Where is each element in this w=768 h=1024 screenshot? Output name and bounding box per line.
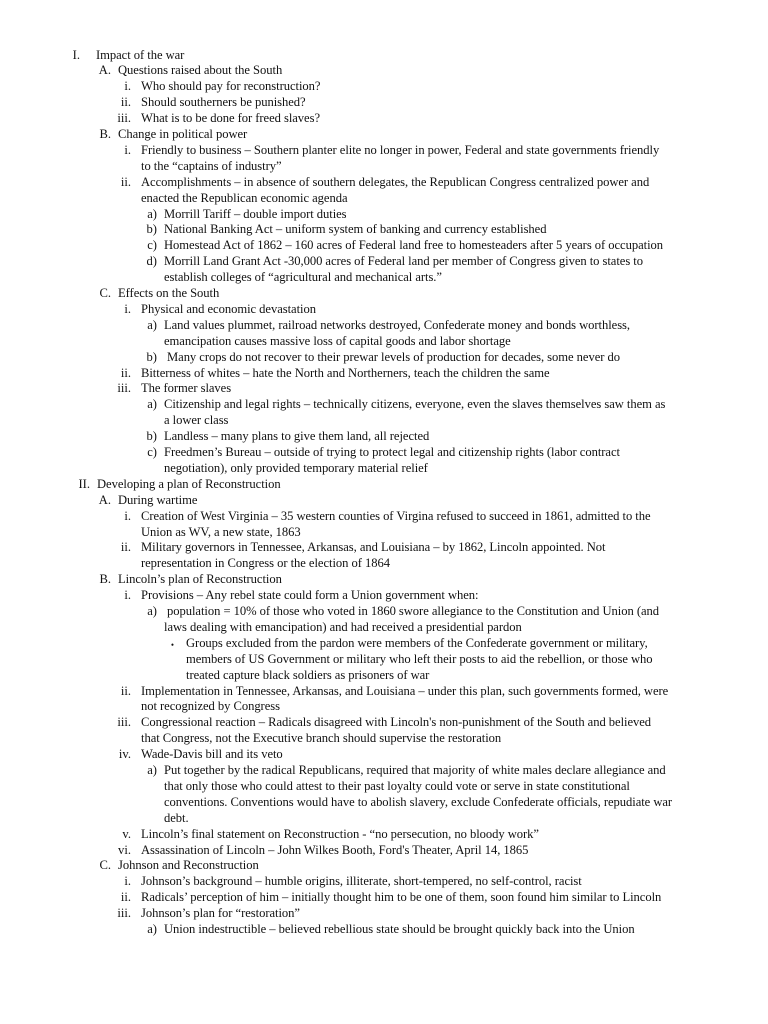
outline-item-text: Implementation in Tennessee, Arkansas, and Louisiana – under this plan, such governments formed, were xyxy=(141,683,669,698)
outline-marker: C. xyxy=(99,858,111,873)
outline-marker: iv. xyxy=(118,747,131,762)
outline-item-text: Johnson’s plan for “restoration” xyxy=(141,906,300,921)
outline-item-text: Homestead Act of 1862 – 160 acres of Federal land free to homesteaders after 5 years of occupation xyxy=(164,238,664,253)
outline-marker: iii. xyxy=(117,906,131,921)
outline-marker: c) xyxy=(147,445,157,459)
outline-marker: ii. xyxy=(120,890,131,905)
outline-item-text: Johnson’s background – humble origins, illiterate, short-tempered, no self-control, racist xyxy=(141,874,582,889)
outline-marker: b) xyxy=(146,222,157,237)
outline-continuation-text: treated capture black soldiers as prisoners of war xyxy=(186,667,430,682)
outline-continuation-text: emancipation causes massive loss of capital goods and labor shortage xyxy=(164,333,511,348)
outline-marker: B. xyxy=(99,127,111,141)
outline-marker: i. xyxy=(124,79,131,94)
outline-continuation-text: that only those who could attest to their past loyalty could vote or serve in state constitutional xyxy=(164,778,630,793)
outline-marker: ii. xyxy=(120,365,131,380)
outline-item-text: The former slaves xyxy=(141,381,232,396)
outline-continuation-text: Union as WV, a new state, 1863 xyxy=(141,524,301,539)
outline-continuation-text: that Congress, not the Executive branch should supervise the restoration xyxy=(141,731,502,746)
outline-item-text: Assassination of Lincoln – John Wilkes Booth, Ford's Theater, April 14, 1865 xyxy=(141,842,529,857)
outline-item-text: Radicals’ perception of him – initially thought him to be one of them, soon found him similar to Lincoln xyxy=(141,890,662,905)
outline-marker: iii. xyxy=(117,715,131,730)
outline-marker: i. xyxy=(124,588,131,603)
outline-continuation-text: laws dealing with emancipation) and had received a presidential pardon xyxy=(164,619,522,634)
outline-marker: iii. xyxy=(117,381,131,396)
outline-marker: i. xyxy=(124,142,131,157)
outline-marker: a) xyxy=(147,604,157,618)
outline-item-text: Wade-Davis bill and its veto xyxy=(141,747,283,762)
outline-marker: A. xyxy=(98,492,111,507)
outline-item-text: Change in political power xyxy=(118,127,248,141)
outline-marker: ii. xyxy=(120,683,131,698)
outline-item-text: Military governors in Tennessee, Arkansas, and Louisiana – by 1862, Lincoln appointed. Not xyxy=(141,540,606,555)
outline-marker: v. xyxy=(122,826,131,841)
outline-item-text: Should southerners be punished? xyxy=(141,95,306,110)
outline-item-text: Morrill Land Grant Act -30,000 acres of Federal land per member of Congress given to states to xyxy=(164,254,643,269)
outline-item-text: Put together by the radical Republicans, required that majority of white males declare allegiance and xyxy=(164,763,666,777)
outline-item-text: Friendly to business – Southern planter elite no longer in power, Federal and state governments friendly xyxy=(141,142,660,157)
outline-item-text: Groups excluded from the pardon were members of the Confederate government or military, xyxy=(186,635,648,650)
outline-item-text: National Banking Act – uniform system of banking and currency established xyxy=(164,222,547,237)
outline-marker: a) xyxy=(147,397,157,412)
outline-item-text: Congressional reaction – Radicals disagreed with Lincoln's non-punishment of the South and believed xyxy=(141,715,652,730)
outline-marker: a) xyxy=(147,317,157,332)
outline-item-text: Johnson and Reconstruction xyxy=(118,858,259,873)
outline-continuation-text: enacted the Republican economic agenda xyxy=(141,190,348,205)
outline-continuation-text: conventions. Conventions would have to abolish slavery, exclude Confederate officials, repudiate war xyxy=(164,794,673,809)
outline-item-text: Creation of West Virginia – 35 western counties of Virgina refused to succeed in 1861, admitted to the xyxy=(141,508,651,523)
outline-item-text: Effects on the South xyxy=(118,286,220,300)
outline-marker: I. xyxy=(72,47,80,62)
outline-item-text: Lincoln’s plan of Reconstruction xyxy=(118,572,282,587)
outline-marker: b) xyxy=(146,349,157,364)
outline-marker: C. xyxy=(99,286,111,300)
outline-item-text: Union indestructible – believed rebellious state should be brought quickly back into the Union xyxy=(164,922,635,936)
outline-continuation-text: a lower class xyxy=(164,413,229,428)
outline-marker: c) xyxy=(147,238,157,253)
outline-item-text: Bitterness of whites – hate the North and Northerners, teach the children the same xyxy=(141,365,550,380)
outline-marker: ii. xyxy=(120,540,131,555)
outline-item-text: During wartime xyxy=(118,492,198,507)
outline-item-text: Lincoln’s final statement on Reconstruction - “no persecution, no bloody work” xyxy=(141,826,539,841)
outline-item-text: Accomplishments – in absence of southern delegates, the Republican Congress centralized power and xyxy=(141,174,650,189)
outline-marker: ii. xyxy=(120,95,131,110)
outline-item-text: Physical and economic devastation xyxy=(141,301,316,316)
outline-continuation-text: not recognized by Congress xyxy=(141,699,280,714)
outline-marker: vi. xyxy=(118,842,131,857)
outline-marker: a) xyxy=(147,206,157,221)
bullet-marker: • xyxy=(170,639,174,650)
outline-continuation-text: representation in Congress or the election of 1864 xyxy=(141,556,390,571)
outline-item-text: Developing a plan of Reconstruction xyxy=(97,476,281,491)
outline-item-text: Who should pay for reconstruction? xyxy=(141,79,321,94)
outline-marker: i. xyxy=(124,874,131,889)
outline-item-text: Freedmen’s Bureau – outside of trying to protect legal and citizenship rights (labor contract xyxy=(164,445,620,459)
outline-marker: a) xyxy=(147,763,157,777)
outline-continuation-text: establish colleges of “agricultural and mechanical arts.” xyxy=(164,270,442,285)
outline-item-text: Citizenship and legal rights – technically citizens, everyone, even the slaves themselves saw them as xyxy=(164,397,666,412)
outline-item-text: Morrill Tariff – double import duties xyxy=(164,206,347,221)
outline-continuation-text: members of US Government or military who left their posts to aid the rebellion, or those who xyxy=(186,651,653,666)
outline-item-text: What is to be done for freed slaves? xyxy=(141,111,320,126)
outline-item-text: Land values plummet, railroad networks destroyed, Confederate money and bonds worthless, xyxy=(164,317,630,332)
outline-item-text: Impact of the war xyxy=(96,47,185,62)
outline-item-text: Questions raised about the South xyxy=(118,63,283,78)
outline-continuation-text: debt. xyxy=(164,810,189,825)
outline-marker: B. xyxy=(99,572,111,587)
outline-marker: ii. xyxy=(120,174,131,189)
outline-item-text: Many crops do not recover to their prewar levels of production for decades, some never do xyxy=(167,349,620,364)
outline-marker: i. xyxy=(124,508,131,523)
outline-continuation-text: to the “captains of industry” xyxy=(141,158,282,173)
outline-continuation-text: negotiation), only provided temporary material relief xyxy=(164,460,428,475)
outline-marker: iii. xyxy=(117,111,131,126)
outline-marker: b) xyxy=(146,429,157,444)
outline-marker: II. xyxy=(78,476,90,491)
outline-marker: d) xyxy=(146,254,157,269)
outline-item-text: Landless – many plans to give them land, all rejected xyxy=(164,429,430,444)
outline-marker: A. xyxy=(98,63,111,78)
outline-marker: a) xyxy=(147,922,157,936)
outline-marker: i. xyxy=(124,301,131,316)
outline-item-text: Provisions – Any rebel state could form a Union government when: xyxy=(141,588,479,603)
outline-item-text: population = 10% of those who voted in 1860 swore allegiance to the Constitution and Union (and xyxy=(167,604,660,618)
